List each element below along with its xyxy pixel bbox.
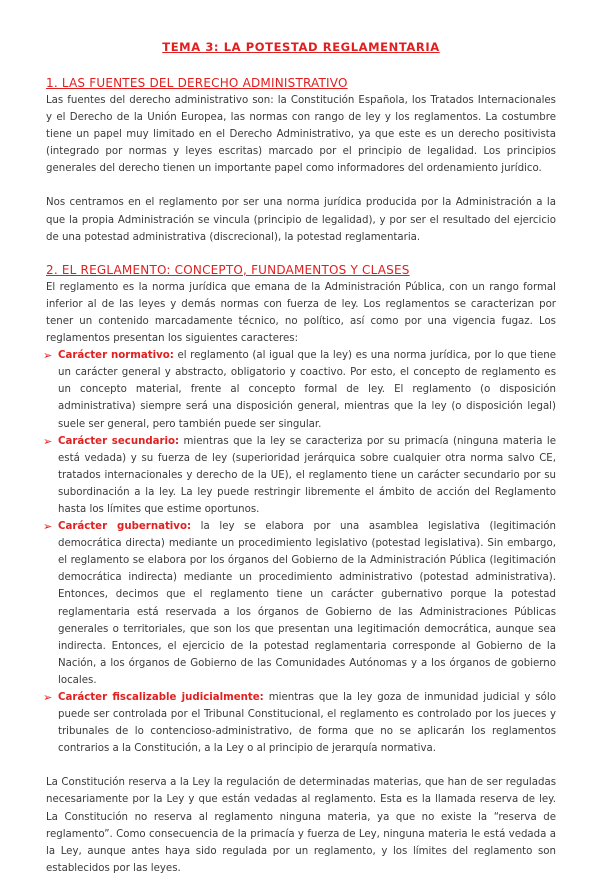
- section-1-heading: 1. LAS FUENTES DEL DERECHO ADMINISTRATIVO: [46, 76, 348, 90]
- character-text: la ley se elabora por una asamblea legislativa (legitimación democrática directa) mediante un procedimiento legislativo (potestad legislativa). Sin embargo, el reglamento se elabora por los órganos del Gobierno de la Administración Pública (legitimación democrática indirecta) mediante un procedimiento administrativo (potestad administrativa). Entonces, decimos que el reglamento tiene un carácter gubernativo porque la potestad reglamentaria está reservada a los órganos de Gobierno de las Administraciones Públicas generales o territoriales, que son los que presentan una legitimación democrática, aunque sea indirecta. Entonces, el ejercicio de la potestad reglamentaria corresponde al Gobierno de la Nación, a los órganos de Gobierno de las Comunidades Autónomas y a los órganos de gobierno locales.: [58, 521, 556, 686]
- section-1-paragraph-2: Nos centramos en el reglamento por ser una norma jurídica producida por la Administración a la que la propia Administración se vincula (principio de legalidad), y por ser el resultado del ejercicio de una potestad administrativa (discrecional), la potestad reglamentaria.: [46, 197, 556, 243]
- character-term: Carácter fiscalizable judicialmente:: [58, 692, 264, 703]
- character-text: mientras que la ley se caracteriza por su primacía (ninguna materia le está vedada) y su fuerza de ley (superioridad jerárquica sobre cualquier otra norma salvo CE, tratados internacionales y derecho de la UE), el reglamento tiene un carácter secundario por su subordinación a la ley. La ley puede restringir libremente el ámbito de acción del Reglamento hasta los límites que estime oportunos.: [58, 435, 556, 515]
- arrow-bullet-icon: ➢: [43, 691, 53, 704]
- list-item: [43, 347, 556, 432]
- characters-list: [43, 347, 556, 757]
- character-term: Carácter normativo:: [58, 350, 174, 362]
- arrow-bullet-icon: ➢: [43, 349, 53, 363]
- character-term: Carácter secundario:: [58, 435, 180, 447]
- section-2-heading: 2. EL REGLAMENTO: CONCEPTO, FUNDAMENTOS Y CLASES: [46, 262, 410, 277]
- character-text: mientras que la ley goza de inmunidad judicial y sólo puede ser controlada por el Tribunal Constitucional, el reglamento es controlado por los jueces y tribunales de lo contencioso-administrativo, de forma que no se aplicarán los reglamentos contrarios a la Constitución, a la Ley o al principio de jerarquía normativa.: [58, 692, 556, 755]
- section-2-intro: El reglamento es la norma jurídica que emana de la Administración Pública, con un rango formal inferior al de las leyes y demás normas con fuerza de ley. Los reglamentos se caracterizan por tener un contenido marcadamente técnico, no político, así como por una vigencia fugaz. Los reglamentos presentan los siguientes caracteres:: [46, 281, 556, 345]
- character-term: Carácter gubernativo:: [58, 521, 192, 533]
- character-text: el reglamento (al igual que la ley) es una norma jurídica, por lo que tiene un carácter general y abstracto, obligatorio y coactivo. Por esto, el concepto de reglamento es un concepto material, frente al concepto formal de ley. El reglamento (o disposición administrativa) siempre será una disposición general, mientras que la ley (o disposición legal) suele ser general, pero también puede ser singular.: [58, 350, 556, 430]
- list-item: [43, 433, 556, 518]
- list-item: [43, 518, 556, 689]
- arrow-bullet-icon: ➢: [43, 434, 53, 448]
- list-item: [43, 689, 556, 757]
- page-title: TEMA 3: LA POTESTAD REGLAMENTARIA: [162, 40, 440, 54]
- section-2-closing: La Constitución reserva a la Ley la regulación de determinadas materias, que han de ser reguladas necesariamente por la Ley y que están vedadas al reglamento. Esta es la llamada reserva de ley. La Constitución no reserva al reglamento ninguna materia, ya que no existe la “reserva de reglamento”. Como consecuencia de la primacía y fuerza de Ley, ninguna materia le está vedada a la Ley, aunque antes haya sido regulada por un reglamento, y los límites del reglamento son establecidos por las leyes.: [46, 777, 556, 874]
- section-1-paragraph-1: Las fuentes del derecho administrativo son: la Constitución Española, los Tratados Internacionales y el Derecho de la Unión Europea, las normas con rango de ley y los reglamentos. La costumbre tiene un papel muy limitado en el Derecho Administrativo, ya que este es un derecho positivista (integrado por normas y leyes escritas) marcado por el principio de legalidad. Los principios generales del derecho tienen un importante papel como informadores del ordenamiento jurídico.: [46, 95, 556, 175]
- arrow-bullet-icon: ➢: [43, 520, 53, 534]
